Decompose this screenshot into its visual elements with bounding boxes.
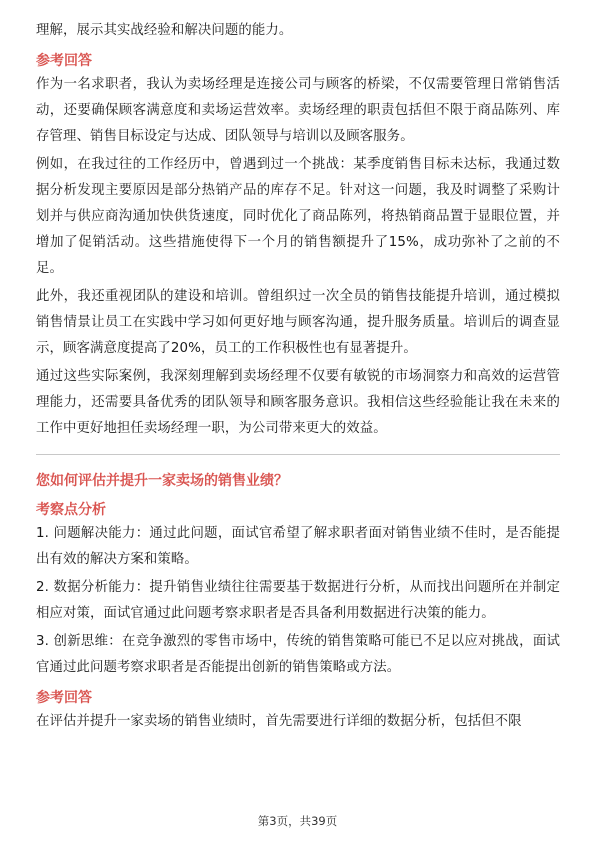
answer-paragraph: 通过这些实际案例，我深刻理解到卖场经理不仅要有敏锐的市场洞察力和高效的运营管理能力，还需要具备优秀的团队领导和顾客服务意识。我相信这些经验能让我在未来的工作中更好地担任卖场经理一职，为公司带来更大的效益。 xyxy=(36,369,560,436)
page-content xyxy=(36,18,560,737)
page-footer: 第3页，共39页 xyxy=(257,814,338,828)
analysis-label: 考察点分析 xyxy=(36,502,106,518)
analysis-point: 1. 问题解决能力：通过此问题，面试官希望了解求职者面对销售业绩不佳时，是否能提出有效的解决方案和策略。 xyxy=(36,526,560,567)
section-divider xyxy=(36,454,560,455)
analysis-point: 2. 数据分析能力：提升销售业绩往往需要基于数据进行分析，从而找出问题所在并制定相应对策，面试官通过此问题考察求职者是否具备利用数据进行决策的能力。 xyxy=(36,580,560,621)
interview-question: 您如何评估并提升一家卖场的销售业绩？ xyxy=(36,473,288,489)
answer-paragraph: 作为一名求职者，我认为卖场经理是连接公司与顾客的桥梁，不仅需要管理日常销售活动，还要确保顾客满意度和卖场运营效率。卖场经理的职责包括但不限于商品陈列、库存管理、销售目标设定与达成、团队领导与培训以及顾客服务。 xyxy=(36,77,560,144)
answer-paragraph: 在评估并提升一家卖场的销售业绩时，首先需要进行详细的数据分析，包括但不限 xyxy=(36,714,522,729)
reference-answer-label: 参考回答 xyxy=(36,690,92,706)
intro-line: 理解，展示其实战经验和解决问题的能力。 xyxy=(36,23,293,38)
reference-answer-label: 参考回答 xyxy=(36,53,92,69)
analysis-point: 3. 创新思维：在竞争激烈的零售市场中，传统的销售策略可能已不足以应对挑战，面试官通过此问题考察求职者是否能提出创新的销售策略或方法。 xyxy=(36,634,560,675)
answer-paragraph: 此外，我还重视团队的建设和培训。曾组织过一次全员的销售技能提升培训，通过模拟销售情景让员工在实践中学习如何更好地与顾客沟通，提升服务质量。培训后的调查显示，顾客满意度提高了20%，员工的工作积极性也有显著提升。 xyxy=(36,289,560,356)
answer-paragraph: 例如，在我过往的工作经历中，曾遇到过一个挑战：某季度销售目标未达标，我通过数据分析发现主要原因是部分热销产品的库存不足。针对这一问题，我及时调整了采购计划并与供应商沟通加快供货速度，同时优化了商品陈列，将热销商品置于显眼位置，并增加了促销活动。这些措施使得下一个月的销售额提升了15%，成功弥补了之前的不足。 xyxy=(36,157,560,276)
